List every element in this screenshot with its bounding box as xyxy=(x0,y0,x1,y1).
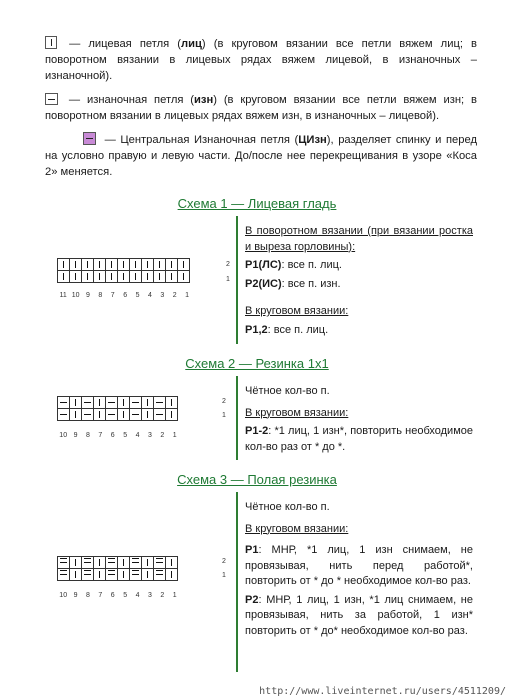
knit-stitch-cell xyxy=(58,271,70,283)
knit-stitch-cell xyxy=(70,271,82,283)
knit-stitch-cell xyxy=(82,259,94,271)
scheme-2-chart xyxy=(57,396,178,421)
knit-stitch-cell xyxy=(142,271,154,283)
purl-stitch-cell xyxy=(82,409,94,421)
knit-stitch-cell xyxy=(70,557,82,569)
knit-stitch-cell xyxy=(130,259,142,271)
legend-center-purl xyxy=(45,132,477,180)
scheme-1-title: Схема 1 — Лицевая гладь xyxy=(177,196,337,211)
knit-stitch-cell xyxy=(130,271,142,283)
legend-text: ) (в круговом вязании все петли вяжем изн; в поворотном вязании в лицевых рядах вяжем изн, в изнаночных – лицевой). xyxy=(45,94,477,122)
column-number: 3 xyxy=(147,592,152,599)
scheme-2-column-numbers xyxy=(57,432,181,439)
column-number: 4 xyxy=(135,592,140,599)
column-number: 9 xyxy=(73,432,78,439)
column-number: 8 xyxy=(98,292,103,299)
knit-stitch-cell xyxy=(70,569,82,581)
description-heading: В круговом вязании: xyxy=(245,522,349,535)
slipped-purl-stitch-cell xyxy=(154,557,166,569)
knit-stitch-cell xyxy=(118,409,130,421)
knit-stitch-icon xyxy=(45,36,57,49)
row-number: 1 xyxy=(222,572,226,579)
column-number: 1 xyxy=(172,592,177,599)
scheme-3-chart xyxy=(57,556,178,581)
description-row: Р1,2: все п. лиц. xyxy=(245,323,329,336)
column-number: 1 xyxy=(172,432,177,439)
column-number: 6 xyxy=(123,292,128,299)
knit-stitch-cell xyxy=(142,569,154,581)
legend-abbr: изн xyxy=(194,94,214,106)
column-number: 2 xyxy=(160,432,165,439)
row-number: 2 xyxy=(222,398,226,405)
knit-stitch-cell xyxy=(166,557,178,569)
column-number: 5 xyxy=(135,292,140,299)
divider-line xyxy=(236,376,238,460)
row-number: 2 xyxy=(226,261,230,268)
description-row: Р1: МНР, *1 лиц, 1 изн снимаем, не провязывая, нить перед работой*, повторить от * до * необходимое кол-во раз. xyxy=(245,544,473,587)
column-number: 10 xyxy=(59,432,68,439)
source-url[interactable]: http://www.liveinternet.ru/users/4511209/ xyxy=(259,686,506,697)
knit-stitch-cell xyxy=(118,569,130,581)
slipped-purl-stitch-cell xyxy=(58,557,70,569)
slipped-purl-stitch-cell xyxy=(130,557,142,569)
slipped-purl-stitch-cell xyxy=(58,569,70,581)
legend-knit xyxy=(45,36,477,84)
column-number: 7 xyxy=(98,592,103,599)
description-text: Чётное кол-во п. xyxy=(245,385,330,397)
divider-line xyxy=(236,492,238,672)
legend-text: — изнаночная петля ( xyxy=(62,94,195,106)
knit-stitch-cell xyxy=(118,397,130,409)
legend-abbr: лиц xyxy=(181,38,202,50)
slipped-purl-stitch-cell xyxy=(82,557,94,569)
legend-text: ), разделяет спинку и перед на условно правую и левую части. До/после нее перекрещивания в узоре «Коса 2» меняется. xyxy=(45,134,477,178)
column-number: 5 xyxy=(123,432,128,439)
knit-stitch-cell xyxy=(70,259,82,271)
knit-stitch-cell xyxy=(154,271,166,283)
scheme-1-chart xyxy=(57,258,190,283)
slipped-purl-stitch-cell xyxy=(154,569,166,581)
slipped-purl-stitch-cell xyxy=(130,569,142,581)
knit-stitch-cell xyxy=(94,259,106,271)
knit-stitch-cell xyxy=(166,259,178,271)
scheme-1-column-numbers xyxy=(57,292,193,299)
knit-stitch-cell xyxy=(70,409,82,421)
knit-stitch-cell xyxy=(178,259,190,271)
knit-stitch-cell xyxy=(118,259,130,271)
column-number: 3 xyxy=(147,432,152,439)
purl-stitch-cell xyxy=(130,397,142,409)
knit-stitch-cell xyxy=(142,409,154,421)
description-row: Р1-2: *1 лиц, 1 изн*, повторить необходимое кол-во раз от * до *. xyxy=(245,425,473,453)
column-number: 8 xyxy=(86,592,90,599)
purl-stitch-cell xyxy=(106,397,118,409)
scheme-1-description xyxy=(245,224,473,341)
column-number: 7 xyxy=(110,292,115,299)
scheme-3-column-numbers xyxy=(57,592,181,599)
description-row: Р1(ЛС): все п. лиц. xyxy=(245,259,342,271)
knit-stitch-cell xyxy=(82,271,94,283)
knit-stitch-cell xyxy=(94,409,106,421)
purl-stitch-cell xyxy=(130,409,142,421)
legend-text: — Центральная Изнаночная петля ( xyxy=(100,134,299,146)
column-number: 4 xyxy=(147,292,152,299)
legend-purl xyxy=(45,92,477,124)
scheme-3-title: Схема 3 — Полая резинка xyxy=(177,472,337,487)
slipped-purl-stitch-cell xyxy=(106,557,118,569)
knit-stitch-cell xyxy=(118,557,130,569)
knit-stitch-cell xyxy=(142,397,154,409)
column-number: 6 xyxy=(110,592,115,599)
purl-stitch-cell xyxy=(154,397,166,409)
knit-stitch-cell xyxy=(94,271,106,283)
column-number: 9 xyxy=(86,292,90,299)
row-number: 1 xyxy=(226,276,230,283)
column-number: 5 xyxy=(123,592,128,599)
purl-stitch-cell xyxy=(58,397,70,409)
purl-stitch-cell xyxy=(82,397,94,409)
center-purl-icon xyxy=(83,132,96,145)
divider-line xyxy=(236,216,238,344)
column-number: 11 xyxy=(59,292,67,299)
column-number: 1 xyxy=(185,292,190,299)
description-heading: В круговом вязании: xyxy=(245,305,349,317)
description-heading: В поворотном вязании (при вязании ростка и выреза горловины): xyxy=(245,225,473,253)
row-number: 2 xyxy=(222,558,226,565)
legend-abbr: ЦИзн xyxy=(298,134,327,146)
purl-stitch-icon xyxy=(45,93,58,105)
column-number: 6 xyxy=(110,432,115,439)
knit-stitch-cell xyxy=(166,409,178,421)
slipped-purl-stitch-cell xyxy=(106,569,118,581)
column-number: 4 xyxy=(135,432,140,439)
knit-stitch-cell xyxy=(166,271,178,283)
knit-stitch-cell xyxy=(118,271,130,283)
column-number: 9 xyxy=(73,592,78,599)
knit-stitch-cell xyxy=(166,397,178,409)
knit-stitch-cell xyxy=(58,259,70,271)
scheme-2-description xyxy=(245,384,473,458)
description-row: Р2(ИС): все п. изн. xyxy=(245,277,341,290)
column-number: 8 xyxy=(86,432,90,439)
knit-stitch-cell xyxy=(106,271,118,283)
description-text: Чётное кол-во п. xyxy=(245,501,330,513)
column-number: 10 xyxy=(71,292,80,299)
slipped-purl-stitch-cell xyxy=(82,569,94,581)
knit-stitch-cell xyxy=(142,557,154,569)
column-number: 10 xyxy=(59,592,68,599)
column-number: 2 xyxy=(160,592,165,599)
column-number: 7 xyxy=(98,432,103,439)
legend-text: ) (в круговом вязании все петли вяжем лиц; в поворотном вязании в лицевых рядах вяжем лицевой, в изнаночных – изнаночной). xyxy=(45,38,477,82)
knit-stitch-cell xyxy=(94,569,106,581)
knit-stitch-cell xyxy=(106,259,118,271)
row-number: 1 xyxy=(222,412,226,419)
knit-stitch-cell xyxy=(94,557,106,569)
knit-stitch-cell xyxy=(94,397,106,409)
knit-stitch-cell xyxy=(70,397,82,409)
knit-stitch-cell xyxy=(142,259,154,271)
knit-stitch-cell xyxy=(154,259,166,271)
scheme-3-description xyxy=(245,500,473,642)
column-number: 3 xyxy=(160,292,165,299)
scheme-2-title: Схема 2 — Резинка 1х1 xyxy=(185,356,329,371)
purl-stitch-cell xyxy=(154,409,166,421)
purl-stitch-cell xyxy=(58,409,70,421)
column-number: 2 xyxy=(172,292,177,299)
legend-text: — лицевая петля ( xyxy=(61,38,182,50)
knit-stitch-cell xyxy=(166,569,178,581)
description-row: Р2: МНР, 1 лиц, 1 изн, *1 лиц снимаем, не провязывая, нить за работой, 1 изн* повторить от * до* необходимое кол-во раз. xyxy=(245,593,473,637)
purl-stitch-cell xyxy=(106,409,118,421)
description-heading: В круговом вязании: xyxy=(245,406,349,419)
knit-stitch-cell xyxy=(178,271,190,283)
